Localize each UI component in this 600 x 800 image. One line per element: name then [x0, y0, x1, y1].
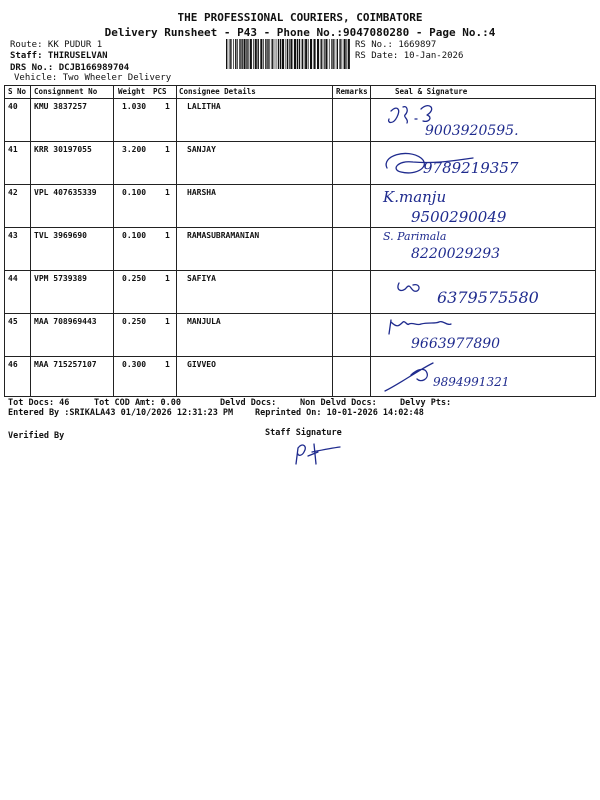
header-weight: Weight: [118, 87, 146, 96]
row-weight: 3.200: [122, 145, 147, 154]
barcode-bar: [302, 39, 303, 69]
row-pcs: 1: [165, 317, 170, 326]
row-pcs: 1: [165, 102, 170, 111]
table-row: [5, 271, 595, 314]
vehicle-text: Vehicle: Two Wheeler Delivery: [14, 73, 172, 83]
barcode-bar: [276, 39, 277, 69]
row-consignment-no: VPL 407635339: [34, 188, 97, 197]
barcode-bar: [310, 39, 312, 69]
signature: [377, 314, 595, 356]
barcode-bar: [294, 39, 296, 69]
barcode-bar: [267, 39, 268, 69]
table-row: [5, 99, 595, 142]
signature-phone: 6379575580: [437, 288, 539, 307]
barcode-bar: [269, 39, 270, 69]
signature: [377, 271, 595, 313]
barcode-bar: [299, 39, 300, 69]
barcode-bar: [260, 39, 262, 69]
barcode-bar: [265, 39, 266, 69]
row-weight: 0.100: [122, 188, 147, 197]
row-pcs: 1: [165, 360, 170, 369]
row-sno: 42: [8, 188, 18, 197]
barcode-bar: [324, 39, 325, 69]
entered-by: Entered By :SRIKALA43 01/10/2026 12:31:23 PM: [8, 408, 234, 418]
row-consignee: HARSHA: [187, 188, 216, 197]
staff-signature-mark: [288, 438, 344, 470]
signature-name: S. Parimala: [383, 230, 447, 243]
rs-date: RS Date: 10-Jan-2026: [355, 51, 464, 61]
signature: [377, 142, 595, 184]
barcode-bar: [290, 39, 292, 69]
verified-by-label: Verified By: [8, 431, 65, 441]
row-sno: 41: [8, 145, 18, 154]
barcode-bar: [237, 39, 238, 69]
row-weight: 0.100: [122, 231, 147, 240]
table-row: [5, 228, 595, 271]
barcode-bar: [305, 39, 307, 69]
row-consignee: RAMASUBRAMANIAN: [187, 231, 260, 240]
row-weight: 1.030: [122, 102, 147, 111]
row-pcs: 1: [165, 231, 170, 240]
barcode-bar: [230, 39, 231, 69]
runsheet-table: [4, 85, 596, 397]
row-consignee: LALITHA: [187, 102, 221, 111]
header-consignee: Consignee Details: [179, 87, 256, 96]
signature-phone: 9663977890: [411, 336, 501, 352]
barcode-bar: [337, 39, 338, 69]
barcode-bar: [229, 39, 230, 69]
header-consignment: Consignment No: [34, 87, 98, 96]
row-consignment-no: MAA 708969443: [34, 317, 97, 326]
barcode-bar: [241, 39, 242, 69]
row-sno: 40: [8, 102, 18, 111]
barcode-bar: [239, 39, 240, 69]
row-consignee: GIVVEO: [187, 360, 216, 369]
table-row: [5, 357, 595, 400]
row-consignment-no: KMU 3837257: [34, 102, 87, 111]
signature-phone: 9789219357: [423, 159, 519, 177]
barcode-bar: [332, 39, 333, 69]
table-row: [5, 185, 595, 228]
staff-text: Staff: THIRUSELVAN: [10, 51, 108, 61]
delivered-docs: Delvd Docs:: [220, 398, 277, 408]
barcode-bar: [250, 39, 252, 69]
signature-phone: 8220029293: [411, 246, 501, 262]
header-seal-signature: Seal & Signature: [395, 87, 468, 96]
drs-number: DRS No.: DCJB166989704: [10, 63, 130, 73]
row-pcs: 1: [165, 188, 170, 197]
row-sno: 45: [8, 317, 18, 326]
barcode-bar: [325, 39, 327, 69]
table-header: [5, 86, 595, 99]
barcode-bar: [317, 39, 319, 69]
barcode-bar: [289, 39, 290, 69]
row-weight: 0.250: [122, 274, 147, 283]
barcode-bar: [297, 39, 298, 69]
barcode-bar: [348, 39, 350, 69]
signature-name: K.manju: [383, 188, 447, 206]
barcode: [226, 39, 350, 69]
row-consignee: SAFIYA: [187, 274, 216, 283]
reprinted-on: Reprinted On: 10-01-2026 14:02:48: [255, 408, 424, 418]
delivery-points: Delvy Pts:: [400, 398, 452, 408]
barcode-bar: [342, 39, 343, 69]
row-sno: 46: [8, 360, 18, 369]
header-remarks: Remarks: [336, 87, 368, 96]
barcode-bar: [280, 39, 281, 69]
header-pcs: PCS: [153, 87, 167, 96]
row-consignment-no: KRR 30197055: [34, 145, 92, 154]
total-docs: Tot Docs: 46: [8, 398, 70, 408]
barcode-bar: [226, 39, 227, 69]
signature-phone: 9003920595.: [425, 123, 519, 139]
barcode-bar: [346, 39, 347, 69]
row-consignment-no: VPM 5739389: [34, 274, 87, 283]
barcode-bar: [335, 39, 336, 69]
row-consignee: SANJAY: [187, 145, 216, 154]
row-consignee: MANJULA: [187, 317, 221, 326]
barcode-bar: [339, 39, 340, 69]
staff-signature-label: Staff Signature: [265, 428, 342, 438]
row-consignment-no: MAA 715257107: [34, 360, 97, 369]
barcode-bar: [304, 39, 305, 69]
barcode-bar: [253, 39, 254, 69]
barcode-bar: [233, 39, 234, 69]
barcode-bar: [329, 39, 330, 69]
barcode-bar: [278, 39, 279, 69]
barcode-bar: [255, 39, 257, 69]
total-cod-amount: Tot COD Amt: 0.00: [94, 398, 181, 408]
row-sno: 44: [8, 274, 18, 283]
row-consignment-no: TVL 3969690: [34, 231, 87, 240]
signature: [377, 357, 595, 399]
row-weight: 0.250: [122, 317, 147, 326]
barcode-bar: [235, 39, 236, 69]
row-sno: 43: [8, 231, 18, 240]
barcode-bar: [314, 39, 316, 69]
signature-phone: 9894991321: [433, 375, 510, 389]
company-title: THE PROFESSIONAL COURIERS, COIMBATORE: [177, 11, 423, 24]
barcode-bar: [287, 39, 288, 69]
signature: [377, 185, 595, 227]
row-weight: 0.300: [122, 360, 147, 369]
table-row: [5, 142, 595, 185]
route-text: Route: KK PUDUR 1: [10, 40, 103, 50]
signature: [377, 228, 595, 270]
barcode-bar: [282, 39, 284, 69]
barcode-bar: [258, 39, 259, 69]
barcode-bar: [286, 39, 287, 69]
barcode-bar: [263, 39, 264, 69]
barcode-bar: [344, 39, 346, 69]
signature: [377, 99, 595, 141]
barcode-bar: [246, 39, 247, 69]
barcode-bar: [248, 39, 249, 69]
barcode-bar: [323, 39, 324, 69]
barcode-bar: [272, 39, 273, 69]
barcode-bar: [274, 39, 275, 69]
non-delivered-docs: Non Delvd Docs:: [300, 398, 377, 408]
row-pcs: 1: [165, 274, 170, 283]
barcode-bar: [308, 39, 309, 69]
row-pcs: 1: [165, 145, 170, 154]
header-sno: S No: [8, 87, 27, 96]
rs-number: RS No.: 1669897: [355, 40, 437, 50]
barcode-bar: [321, 39, 322, 69]
table-row: [5, 314, 595, 357]
barcode-bar: [244, 39, 246, 69]
signature-phone: 9500290049: [411, 208, 507, 226]
barcode-bar: [331, 39, 332, 69]
runsheet-title: Delivery Runsheet - P43 - Phone No.:9047080280 - Page No.:4: [104, 26, 496, 39]
